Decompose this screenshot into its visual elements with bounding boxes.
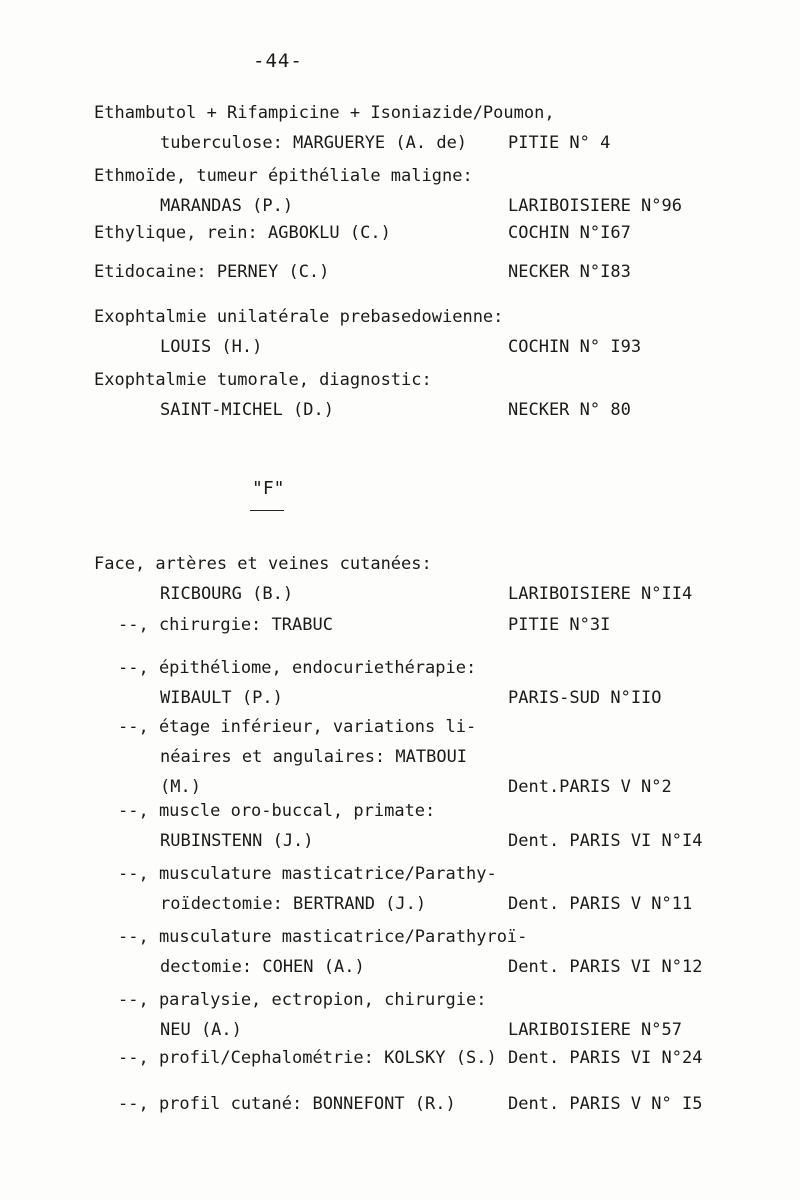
entry-location: LARIBOISIERE N°II4 [508,584,693,604]
index-entry [0,796,800,856]
entry-line [0,98,800,128]
entry-text: (M.) [160,777,201,797]
entry-text: Ethmoïde, tumeur épithéliale maligne: [94,166,473,186]
entry-location: PITIE N°3I [508,615,611,635]
index-entry [0,922,800,982]
entry-line [0,365,800,395]
index-entry [0,98,800,158]
index-entry [0,161,800,221]
entry-text: --, muscle oro-buccal, primate: [118,801,436,821]
entry-text: Ethambutol + Rifampicine + Isoniazide/Poumon, [94,103,555,123]
entry-line [0,161,800,191]
entry-text: RICBOURG (B.) [160,584,294,604]
entry-line [0,712,800,742]
entry-location: LARIBOISIERE N°57 [508,1020,682,1040]
page-number: -44- [253,50,303,72]
index-entry [0,549,800,609]
entry-text: roïdectomie: BERTRAND (J.) [160,894,427,914]
entry-text: MARANDAS (P.) [160,196,294,216]
entry-line [0,653,800,683]
entry-line [0,859,800,889]
entry-location: Dent. PARIS VI N°I4 [508,831,703,851]
entry-line [0,796,800,826]
entry-line [0,218,800,248]
entry-text: dectomie: COHEN (A.) [160,957,365,977]
index-entry [0,302,800,362]
entry-text: --, profil/Cephalométrie: KOLSKY (S.) [118,1048,497,1068]
entry-text: WIBAULT (P.) [160,688,283,708]
index-entry [0,985,800,1045]
entry-line [0,302,800,332]
entry-text: Ethylique, rein: AGBOKLU (C.) [94,223,391,243]
entry-text: --, musculature masticatrice/Parathyroï- [118,927,528,947]
entry-text: néaires et angulaires: MATBOUI [160,747,468,767]
index-entry [0,859,800,919]
index-entry [0,712,800,802]
entry-location: LARIBOISIERE N°96 [508,196,682,216]
entry-text: NEU (A.) [160,1020,242,1040]
entry-text: --, profil cutané: BONNEFONT (R.) [118,1094,456,1114]
entry-line [0,952,800,982]
entry-location: Dent. PARIS VI N°12 [508,957,703,977]
entry-line [0,683,800,713]
index-entry [0,257,800,287]
entry-text: --, épithéliome, endocuriethérapie: [118,658,477,678]
entry-line [0,549,800,579]
entry-location: Dent. PARIS V N° I5 [508,1094,703,1114]
entry-line [0,889,800,919]
entry-line [0,257,800,287]
entry-location: COCHIN N°I67 [508,223,631,243]
entry-text: --, étage inférieur, variations li- [118,717,477,737]
entry-text: SAINT-MICHEL (D.) [160,400,334,420]
entry-line [0,128,800,158]
entry-line [0,742,800,772]
entry-line [0,922,800,952]
entry-text: Exophtalmie tumorale, diagnostic: [94,370,432,390]
entry-location: Dent. PARIS VI N°24 [508,1048,703,1068]
entry-line [0,332,800,362]
index-entry [0,1043,800,1073]
entry-location: NECKER N° 80 [508,400,631,420]
entry-location: COCHIN N° I93 [508,337,642,357]
entry-text: RUBINSTENN (J.) [160,831,314,851]
entry-line [0,985,800,1015]
entry-location: PARIS-SUD N°IIO [508,688,662,708]
entry-text: Face, artères et veines cutanées: [94,554,432,574]
entry-line [0,191,800,221]
entry-text: Exophtalmie unilatérale prebasedowienne: [94,307,504,327]
entry-text: tuberculose: MARGUERYE (A. de) [160,133,468,153]
index-entry [0,1089,800,1119]
entry-text: Etidocaine: PERNEY (C.) [94,262,330,282]
entry-line [0,395,800,425]
entry-line [0,1015,800,1045]
entry-line [0,610,800,640]
index-entry [0,653,800,713]
section-underline [250,510,284,511]
entry-line [0,579,800,609]
entry-location: Dent.PARIS V N°2 [508,777,672,797]
section-letter: "F" [252,478,285,499]
entry-text: LOUIS (H.) [160,337,263,357]
entry-text: --, paralysie, ectropion, chirurgie: [118,990,487,1010]
index-entry [0,365,800,425]
entry-location: NECKER N°I83 [508,262,631,282]
entry-location: PITIE N° 4 [508,133,611,153]
index-entry [0,610,800,640]
entry-line [0,1089,800,1119]
entry-text: --, chirurgie: TRABUC [118,615,333,635]
entry-location: Dent. PARIS V N°11 [508,894,693,914]
entry-text: --, musculature masticatrice/Parathy- [118,864,497,884]
entry-line [0,826,800,856]
entry-line [0,1043,800,1073]
index-entry [0,218,800,248]
